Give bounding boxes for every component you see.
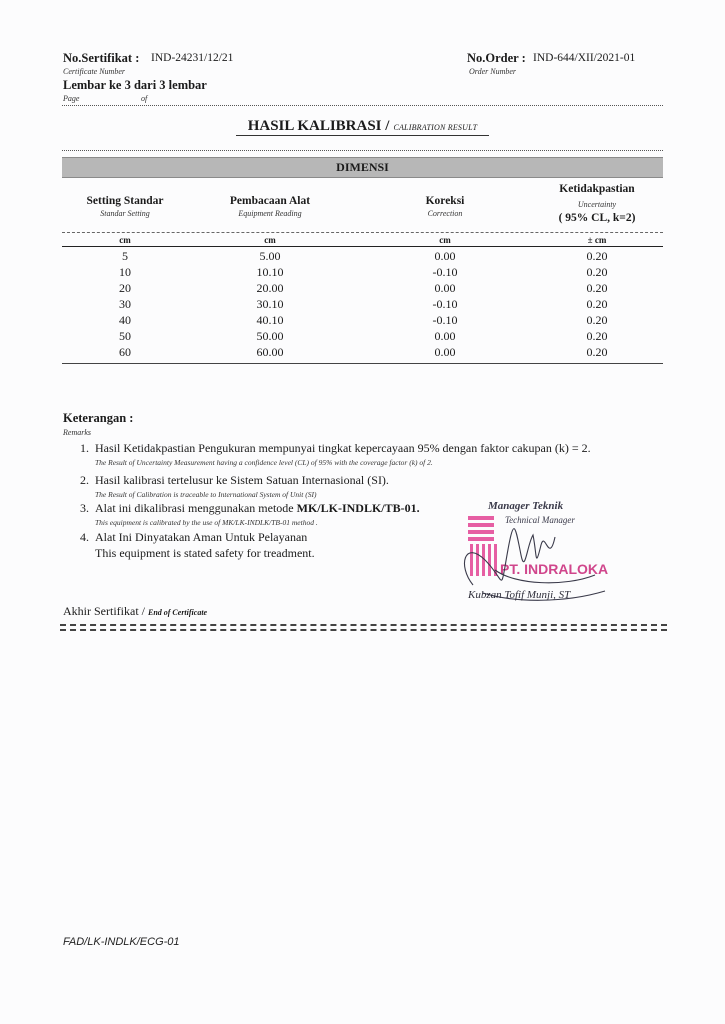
column-header-uncertainty-main: Ketidakpastian: [559, 183, 635, 195]
unit-setting: cm: [119, 235, 131, 245]
table-cell: 10.10: [256, 265, 284, 279]
column-header-correction: [385, 195, 505, 218]
remark-text: Alat Ini Dinyatakan Aman Untuk Pelayanan: [95, 530, 308, 544]
column-header-setting: [65, 195, 185, 218]
end-of-certificate: [63, 604, 207, 619]
column-header-correction-sub: Correction: [427, 209, 463, 218]
end-of-certificate-main: Akhir Sertifikat /: [63, 604, 145, 618]
sheet-count: Lembar ke 3 dari 3 lembar: [63, 78, 207, 92]
table-bottom-divider: [62, 363, 663, 364]
remark-number: 3.: [80, 501, 89, 515]
table-cell: 0.00: [434, 249, 456, 263]
certificate-number-value: IND-24231/12/21: [151, 52, 234, 64]
table-cell: 0.20: [586, 329, 608, 343]
column-header-reading-main: Pembacaan Alat: [229, 195, 311, 207]
table-cell: -0.10: [432, 297, 458, 311]
column-header-reading-sub: Equipment Reading: [238, 209, 302, 218]
column-header-reading: [210, 195, 330, 218]
remarks-title: Keterangan :: [63, 411, 134, 425]
table-cell: 40: [119, 313, 131, 327]
remark-text: Hasil kalibrasi tertelusur ke Sistem Satuan Internasional (SI).: [95, 473, 389, 487]
remark-number: 2.: [80, 473, 89, 487]
certificate-number-label: No.Sertifikat :: [63, 51, 140, 65]
page-title-main: HASIL KALIBRASI /: [247, 118, 390, 134]
table-cell: 50: [119, 329, 131, 343]
table-cell: 0.00: [434, 281, 456, 295]
page-title: [0, 117, 725, 135]
table-cell: 5: [122, 249, 128, 263]
remark-translation: This equipment is stated safety for treadment.: [95, 546, 315, 560]
signatory-name: Kubzan Tofif Munji, ST: [468, 589, 571, 601]
table-cell: 10: [119, 265, 131, 279]
remark-number: 4.: [80, 530, 89, 544]
table-cell: 0.00: [434, 345, 456, 359]
company-stamp-text: PT. INDRALOKA: [500, 561, 609, 577]
table-cell: 30.10: [256, 297, 284, 311]
unit-uncertainty: ± cm: [587, 235, 607, 245]
table-cell: 50.00: [256, 329, 284, 343]
table-cell: 0.20: [586, 313, 608, 327]
remark-translation: The Result of Uncertainty Measurement having a confidence level (CL) of 95% with the coverage factor (k) of 2.: [95, 458, 433, 467]
remarks-sublabel: Remarks: [63, 428, 91, 437]
remark-item: [80, 501, 420, 516]
remark-text: Alat ini dikalibrasi menggunakan metode: [95, 501, 294, 515]
table-cell: 40.10: [256, 313, 284, 327]
table-cell: 60.00: [256, 345, 284, 359]
column-header-setting-sub: Standar Setting: [100, 209, 150, 218]
table-cell: 0.20: [586, 281, 608, 295]
remark-number: 1.: [80, 441, 89, 455]
end-of-certificate-sub: End of Certificate: [147, 608, 208, 617]
order-number-sublabel: Order Number: [469, 67, 517, 76]
form-code: FAD/LK-INDLK/ECG-01: [63, 936, 180, 948]
column-header-uncertainty: [537, 183, 657, 224]
unit-row-bottom-divider: [62, 246, 663, 247]
remark-method-code: MK/LK-INDLK/TB-01.: [296, 501, 420, 515]
table-cell: -0.10: [432, 313, 458, 327]
end-divider-bottom: [60, 629, 667, 631]
title-underline: [236, 135, 489, 136]
table-top-divider: [62, 150, 663, 151]
table-cell: 0.00: [434, 329, 456, 343]
remark-translation: The Result of Calibration is traceable to International System of Unit (SI): [95, 490, 317, 499]
end-divider-top: [60, 624, 667, 626]
table-cell: 0.20: [586, 249, 608, 263]
table-cell: 30: [119, 297, 131, 311]
column-header-uncertainty-cl: ( 95% CL, k=2): [558, 212, 636, 224]
unit-reading: cm: [264, 235, 276, 245]
table-cell: 5.00: [259, 249, 281, 263]
table-cell: 60: [119, 345, 131, 359]
remark-translation: This equipment is calibrated by the use of MK/LK-INDLK/TB-01 method .: [95, 518, 318, 527]
remark-item: [80, 473, 389, 488]
remark-item: [80, 441, 591, 456]
table-cell: -0.10: [432, 265, 458, 279]
unit-correction: cm: [439, 235, 451, 245]
column-header-setting-main: Setting Standar: [86, 195, 164, 207]
certificate-number-sublabel: Certificate Number: [63, 67, 125, 76]
remark-item: [80, 530, 307, 545]
order-number-value: IND-644/XII/2021-01: [533, 52, 636, 64]
signature-title: Manager Teknik: [488, 500, 564, 512]
column-header-correction-main: Koreksi: [425, 195, 465, 207]
page-sublabel: Page: [63, 94, 80, 103]
of-sublabel: of: [141, 94, 148, 103]
remark-text: Hasil Ketidakpastian Pengukuran mempunyai tingkat kepercayaan 95% dengan faktor cakupan (k) = 2.: [95, 441, 591, 455]
table-cell: 0.20: [586, 297, 608, 311]
table-cell: 0.20: [586, 265, 608, 279]
column-header-uncertainty-sub: Uncertainty: [577, 200, 617, 209]
table-section-band: [62, 157, 663, 178]
table-cell: 20: [119, 281, 131, 295]
table-section-label: DIMENSI: [336, 160, 389, 174]
header-divider: [62, 105, 663, 106]
order-number-label: No.Order :: [467, 51, 526, 65]
table-cell: 20.00: [256, 281, 284, 295]
unit-row-top-divider: [62, 232, 663, 233]
table-cell: 0.20: [586, 345, 608, 359]
page-title-sub: CALIBRATION RESULT: [393, 123, 478, 132]
signature-subtitle: Technical Manager: [505, 515, 575, 525]
